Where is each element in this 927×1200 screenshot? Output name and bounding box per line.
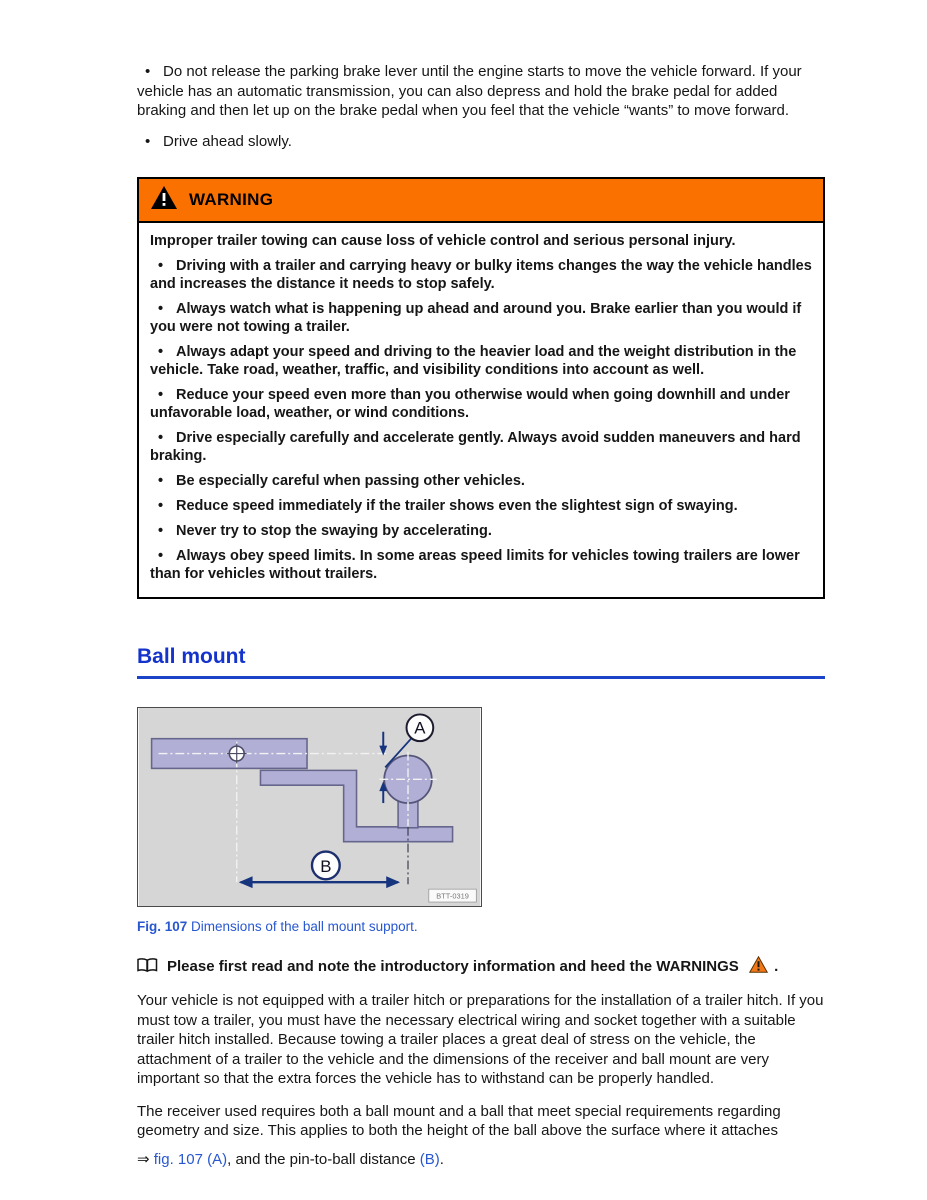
- ref-period: .: [439, 1150, 444, 1168]
- svg-text:B: B: [320, 856, 332, 876]
- warning-title: WARNING: [189, 190, 274, 209]
- intro-bullet: • Drive ahead slowly.: [137, 132, 825, 152]
- figure-caption-text: Dimensions of the ball mount support.: [191, 919, 418, 934]
- warning-box-header: [139, 179, 823, 223]
- figure-reference-line: [137, 1150, 825, 1170]
- svg-text:BTT-0319: BTT-0319: [436, 891, 469, 901]
- svg-text:A: A: [414, 718, 426, 738]
- warning-box-body: [139, 223, 823, 597]
- warning-triangle-icon: [151, 186, 177, 214]
- figure-label-a: [407, 714, 434, 741]
- warning-box: [137, 177, 825, 599]
- warning-bullet: • Never try to stop the swaying by accelerating.: [150, 522, 812, 540]
- warning-bullet: • Reduce your speed even more than you otherwise would when going downhill and under unfavorable load, weather, or wind conditions.: [150, 386, 812, 422]
- body-paragraph: The receiver used requires both a ball mount and a ball that meet special requirements regarding geometry and size. This applies to both the height of the ball above the surface where it attaches: [137, 1102, 781, 1139]
- read-first-note: [137, 956, 825, 978]
- read-first-note-suffix: .: [774, 957, 779, 975]
- warning-lead: Improper trailer towing can cause loss of vehicle control and serious personal injury.: [150, 233, 736, 249]
- figure-caption: [137, 919, 825, 934]
- read-first-note-text: [167, 956, 778, 978]
- warning-bullet: • Reduce speed immediately if the trailer shows even the slightest sign of swaying.: [150, 497, 812, 515]
- warning-bullet: • Always adapt your speed and driving to the heavier load and the weight distribution in the vehicle. Take road, weather, traffic, and visibility conditions into account as well.: [150, 343, 812, 379]
- intro-bullet: • Do not release the parking brake lever until the engine starts to move the vehicle forward. If your vehicle has an automatic transmission, you can also depress and hold the brake pedal for added braking and then let up on the brake pedal when you feel that the vehicle “wants” to move forward.: [137, 62, 825, 121]
- ref-middle-text: , and the pin-to-ball distance: [227, 1150, 420, 1168]
- booklet-icon: [137, 958, 158, 977]
- figure-ball-mount-diagram: [137, 707, 482, 907]
- warning-bullet: • Always watch what is happening up ahead and around you. Brake earlier than you would if you were not towing a trailer.: [150, 300, 812, 336]
- link-fig-107-a[interactable]: fig. 107 (A): [153, 1150, 228, 1168]
- warning-bullet: • Driving with a trailer and carrying heavy or bulky items changes the way the vehicle handles and increases the distance it needs to stop safely.: [150, 257, 812, 293]
- figure-caption-label: Fig. 107: [137, 919, 188, 934]
- warning-bullet: • Always obey speed limits. In some areas speed limits for vehicles towing trailers are lower than for vehicles without trailers.: [150, 547, 812, 583]
- link-fig-107-b[interactable]: (B): [419, 1150, 440, 1168]
- read-first-note-bold: Please first read and note the introductory information and heed the WARNINGS: [167, 957, 739, 975]
- figure-label-b: [312, 852, 340, 880]
- warning-triangle-small-icon: [749, 960, 772, 977]
- body-paragraph: Your vehicle is not equipped with a trailer hitch or preparations for the installation of a trailer hitch. If you must tow a trailer, you must have the necessary electrical wiring and socket together with a suitable trailer hitch installed. Because towing a trailer places a great deal of stress on the vehicle, the attachment of a trailer to the vehicle and the dimensions of the receiver and ball mount are very important so that the extra forces the vehicle has to withstand can be properly handled.: [137, 992, 824, 1087]
- figure-image-code: [429, 889, 477, 902]
- warning-bullet: • Be especially careful when passing other vehicles.: [150, 472, 812, 490]
- warning-bullet: • Drive especially carefully and accelerate gently. Always avoid sudden maneuvers and hard braking.: [150, 429, 812, 465]
- ref-arrow: ⇒: [137, 1150, 150, 1168]
- ball-mount-diagram-svg: [138, 708, 481, 906]
- section-title-ball-mount: Ball mount: [137, 645, 825, 679]
